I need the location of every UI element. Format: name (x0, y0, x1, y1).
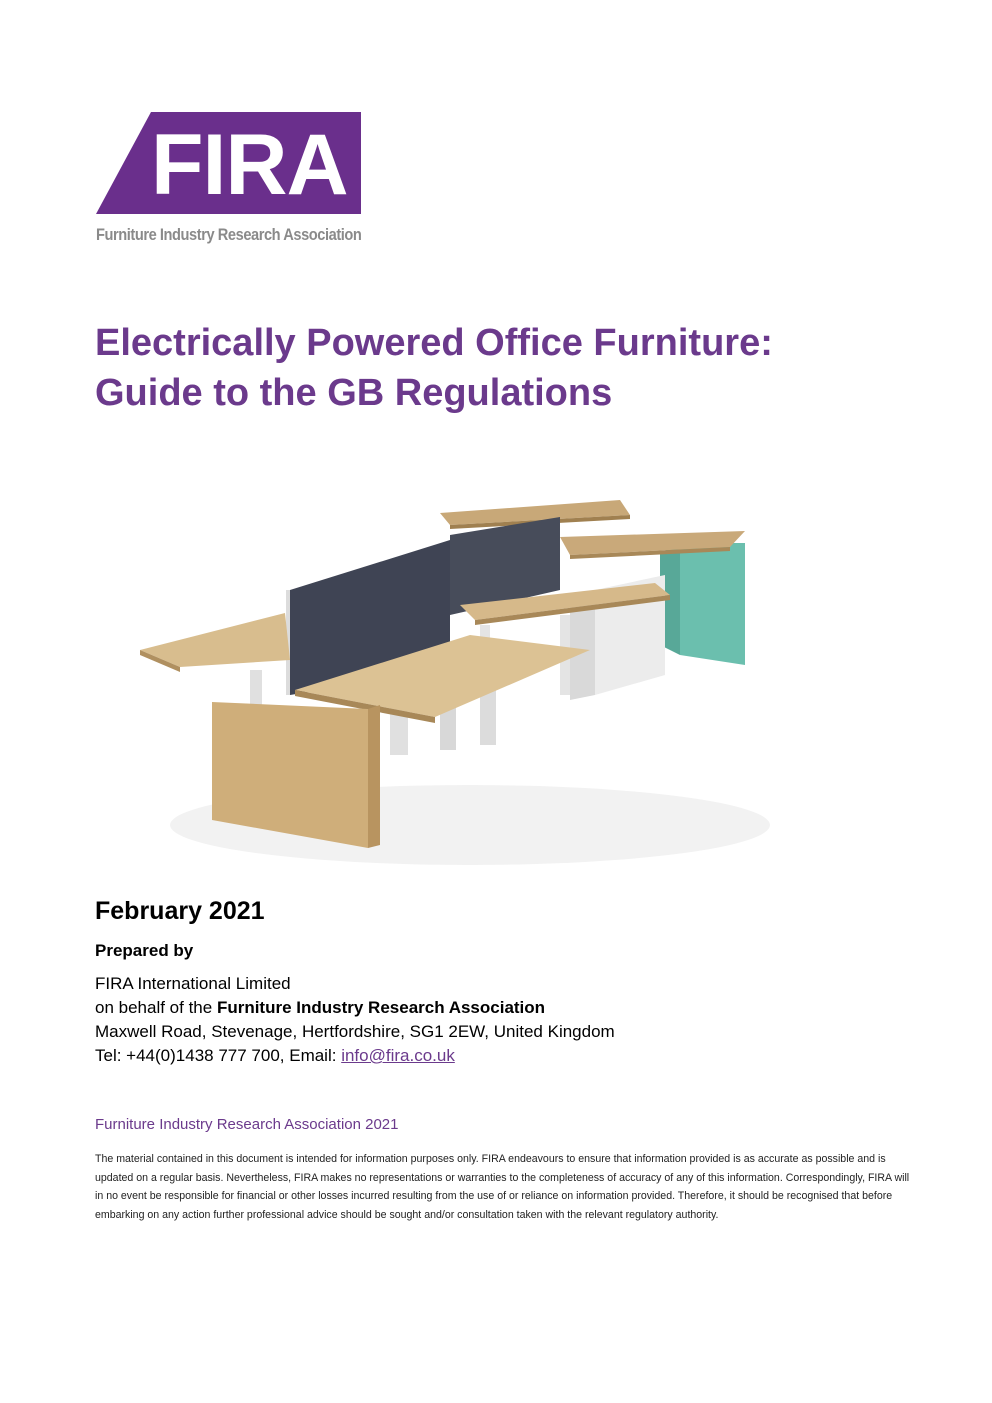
email-link[interactable]: info@fira.co.uk (341, 1046, 455, 1065)
document-date: February 2021 (95, 897, 265, 925)
contact-prefix: Tel: +44(0)1438 777 700, Email: (95, 1046, 342, 1065)
fira-logo (96, 112, 361, 214)
logo-tagline: Furniture Industry Research Association (96, 225, 362, 244)
behalf-prefix: on behalf of the (95, 998, 217, 1017)
disclaimer-text: The material contained in this document is intended for information purposes only. FIRA endeavours to ensure that information provided is as accurate as possible and is updated on a regular basis. Nevertheless, FIRA makes no representations or warranties to the completeness of accuracy of any of this information. Correspondingly, FIRA will in no event be responsible for financial or other losses incurred resulting from the use of or reliance on information provided. Therefore, it should be recognised that before embarking on any action further professional advice should be sought and/or consultation taken with the relevant regulatory authority. (95, 1153, 910, 1221)
title-line-2: Guide to the GB Regulations (95, 372, 613, 414)
document-title (95, 318, 895, 418)
contact-line (95, 1044, 615, 1068)
behalf-organisation: Furniture Industry Research Association (216, 998, 546, 1017)
logo-wordmark: FIRA (151, 117, 348, 213)
office-desk-image (140, 495, 780, 880)
title-line-1: Electrically Powered Office Furniture: (95, 322, 773, 364)
street-address: Maxwell Road, Stevenage, Hertfordshire, SG1 2EW, United Kingdom (95, 1022, 615, 1041)
prepared-by-heading: Prepared by (95, 941, 194, 960)
company-name: FIRA International Limited (95, 974, 291, 993)
address-block (95, 972, 615, 1068)
behalf-line (95, 996, 615, 1020)
copyright-line: Furniture Industry Research Association 2021 (95, 1116, 399, 1133)
